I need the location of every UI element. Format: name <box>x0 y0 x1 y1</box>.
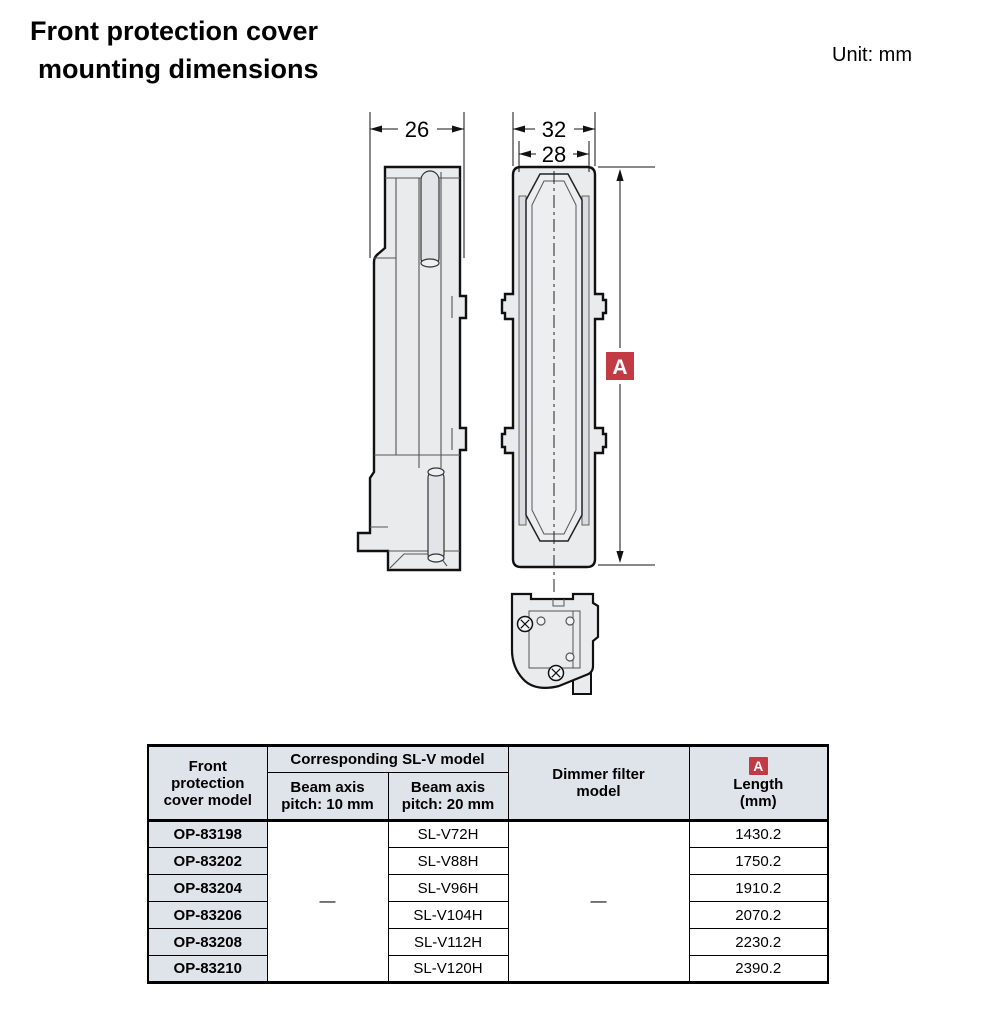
dim-28-label: 28 <box>541 142 567 167</box>
front-view <box>502 167 606 596</box>
page-title-line1: Front protection cover <box>30 16 319 46</box>
col-header-pitch20: Beam axis pitch: 20 mm <box>388 773 508 821</box>
page-title-line2: mounting dimensions <box>38 54 319 84</box>
slv-cell: SL-V112H <box>388 929 508 956</box>
side-view-outline <box>358 167 466 570</box>
spec-table-header <box>148 746 828 821</box>
model-cell: OP-83210 <box>148 956 267 983</box>
dim-26-label: 26 <box>404 117 430 142</box>
slv-cell: SL-V120H <box>388 956 508 983</box>
side-view <box>358 167 466 570</box>
spec-table <box>147 744 829 984</box>
model-cell: OP-83206 <box>148 902 267 929</box>
table-row <box>148 821 828 848</box>
length-cell: 2230.2 <box>689 929 828 956</box>
col-header-pitch10: Beam axis pitch: 10 mm <box>267 773 388 821</box>
length-cell: 1750.2 <box>689 848 828 875</box>
table-row <box>148 848 828 875</box>
unit-label: Unit: mm <box>832 44 912 66</box>
model-cell: OP-83202 <box>148 848 267 875</box>
dim-32-label: 32 <box>541 117 567 142</box>
model-cell: OP-83204 <box>148 875 267 902</box>
slv-cell: SL-V72H <box>388 821 508 848</box>
length-cell: 2390.2 <box>689 956 828 983</box>
length-cell: 2070.2 <box>689 902 828 929</box>
table-row <box>148 902 828 929</box>
length-cell: 1430.2 <box>689 821 828 848</box>
col-header-group-slv: Corresponding SL-V model <box>267 746 508 773</box>
dimension-a <box>598 167 655 565</box>
slv-cell: SL-V88H <box>388 848 508 875</box>
table-row <box>148 875 828 902</box>
bottom-view <box>512 594 598 694</box>
length-marker-badge-small: A <box>749 757 768 775</box>
col-header-model: Front protection cover model <box>148 746 267 821</box>
table-row <box>148 956 828 983</box>
length-cell: 1910.2 <box>689 875 828 902</box>
slv-cell: SL-V104H <box>388 902 508 929</box>
dimmer-merged-cell: — <box>508 821 689 983</box>
model-cell: OP-83208 <box>148 929 267 956</box>
model-cell: OP-83198 <box>148 821 267 848</box>
slv-cell: SL-V96H <box>388 875 508 902</box>
pitch10-merged-cell: — <box>267 821 388 983</box>
table-row <box>148 929 828 956</box>
col-header-dimmer: Dimmer filter model <box>508 746 689 821</box>
col-header-length: A Length (mm) <box>689 746 828 821</box>
length-marker-letter: A <box>612 356 628 379</box>
